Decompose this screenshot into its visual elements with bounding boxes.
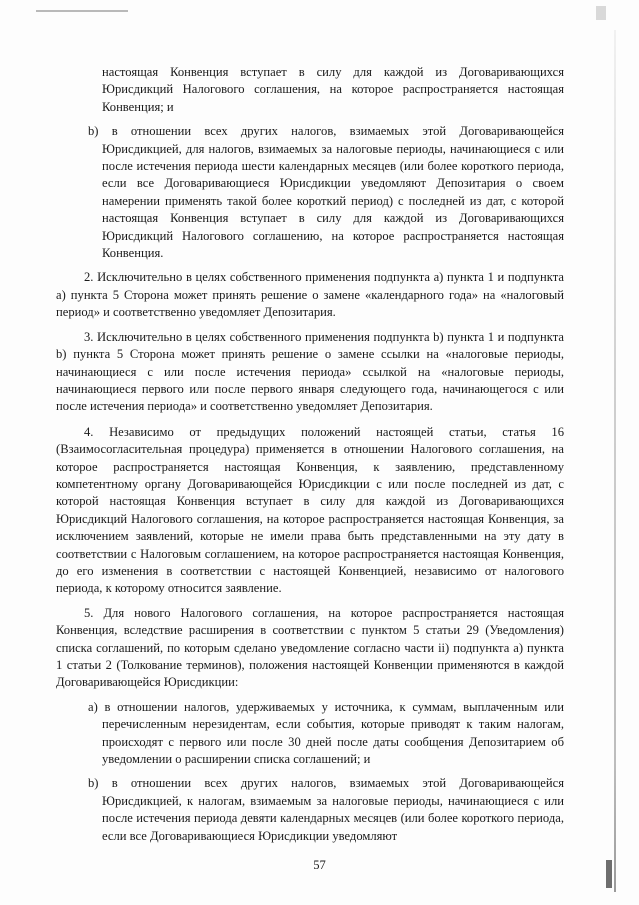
item-a-second: а) в отношении налогов, удерживаемых у источника, к суммам, выплаченным или перечисленным нерезидентам, если события, которые приводят к таким налогам, происходят с первого или после 30 дней после даты сообщения Депозитарием об уведомлении о расширении списка соглашений; и xyxy=(88,699,564,767)
scan-artifact-corner xyxy=(596,6,606,20)
paragraph-2: 2. Исключительно в целях собственного применения подпункта а) пункта 1 и подпункта а) пункта 5 Сторона может принять решение о замене «календарного года» на «налоговый период» и соответственно уведомляет Депозитария. xyxy=(56,270,564,320)
scan-artifact-top xyxy=(36,10,128,12)
paragraph-5: 5. Для нового Налогового соглашения, на которое распространяется настоящая Конвенция, вследствие расширения в соответствии с пунктом 5 статьи 29 (Уведомления) списка соглашений, по которым сделано уведомление согласно части ii) подпункта а) пункта 1 статьи 2 (Толкование терминов), положения настоящей Конвенции применяются в каждой Договаривающейся Юрисдикции: xyxy=(56,605,564,690)
item-b-second: b) в отношении всех других налогов, взимаемых этой Договаривающейся Юрисдикцией, к налогам, взимаемым за налоговые периоды, начинающиеся с или после истечения периода девяти календарных месяцев (или более короткого периода, если все Договаривающиеся Юрисдикции уведомляют xyxy=(88,776,564,843)
page-number: 57 xyxy=(313,858,326,872)
paragraph-4: 4. Независимо от предыдущих положений настоящей статьи, статья 16 (Взаимосогласительная процедура) применяется в отношении Налогового соглашения, на которое распространяется настоящая Конвенция, к заявлению, представленному компетентному органу Договаривающейся Юрисдикции с или после последней из дат, с которой настоящая Конвенция вступает в силу для каждой из Договаривающихся Юрисдикций Налогового соглашения, на которое распространяется настоящая Конвенция, за исключением заявлений, которые не имели права быть представленными на эту дату в соответствии с Налоговым соглашением, на которое распространяется настоящая Конвенция, до его изменения в соответствии с настоящей Конвенцией, независимо от налогового периода, к которому относится заявление. xyxy=(56,424,564,596)
item-b-first: b) в отношении всех других налогов, взимаемых этой Договаривающейся Юрисдикцией, для налогов, взимаемых за налоговые периоды, начинающиеся с или после истечения периода шести календарных месяцев (или более короткого периода, если все Договаривающиеся Юрисдикции уведомляют Депозитария о своем намерении применять такой более короткий период) с последней из дат, с которой настоящая Конвенция вступает в силу для каждой из Договаривающихся Юрисдикций Налогового соглашению, на которое распространяется настоящая Конвенция. xyxy=(88,124,564,261)
document-body xyxy=(56,64,564,852)
continuation-paragraph: настоящая Конвенция вступает в силу для каждой из Договаривающихся Юрисдикций Налогового соглашения, на которое распространяется настоящая Конвенция; и xyxy=(102,65,564,114)
scan-edge-shadow xyxy=(614,30,616,892)
paragraph-3: 3. Исключительно в целях собственного применения подпункта b) пункта 1 и подпункта b) пункта 5 Сторона может принять решение о замене ссылки на «налоговые периоды, начинающиеся с или после истечения периода» ссылкой на «налоговые периоды, начинающиеся первого или после первого января следующего года, начинающегося с или после истечения периода» и соответственно уведомляет Депозитария. xyxy=(56,329,564,414)
